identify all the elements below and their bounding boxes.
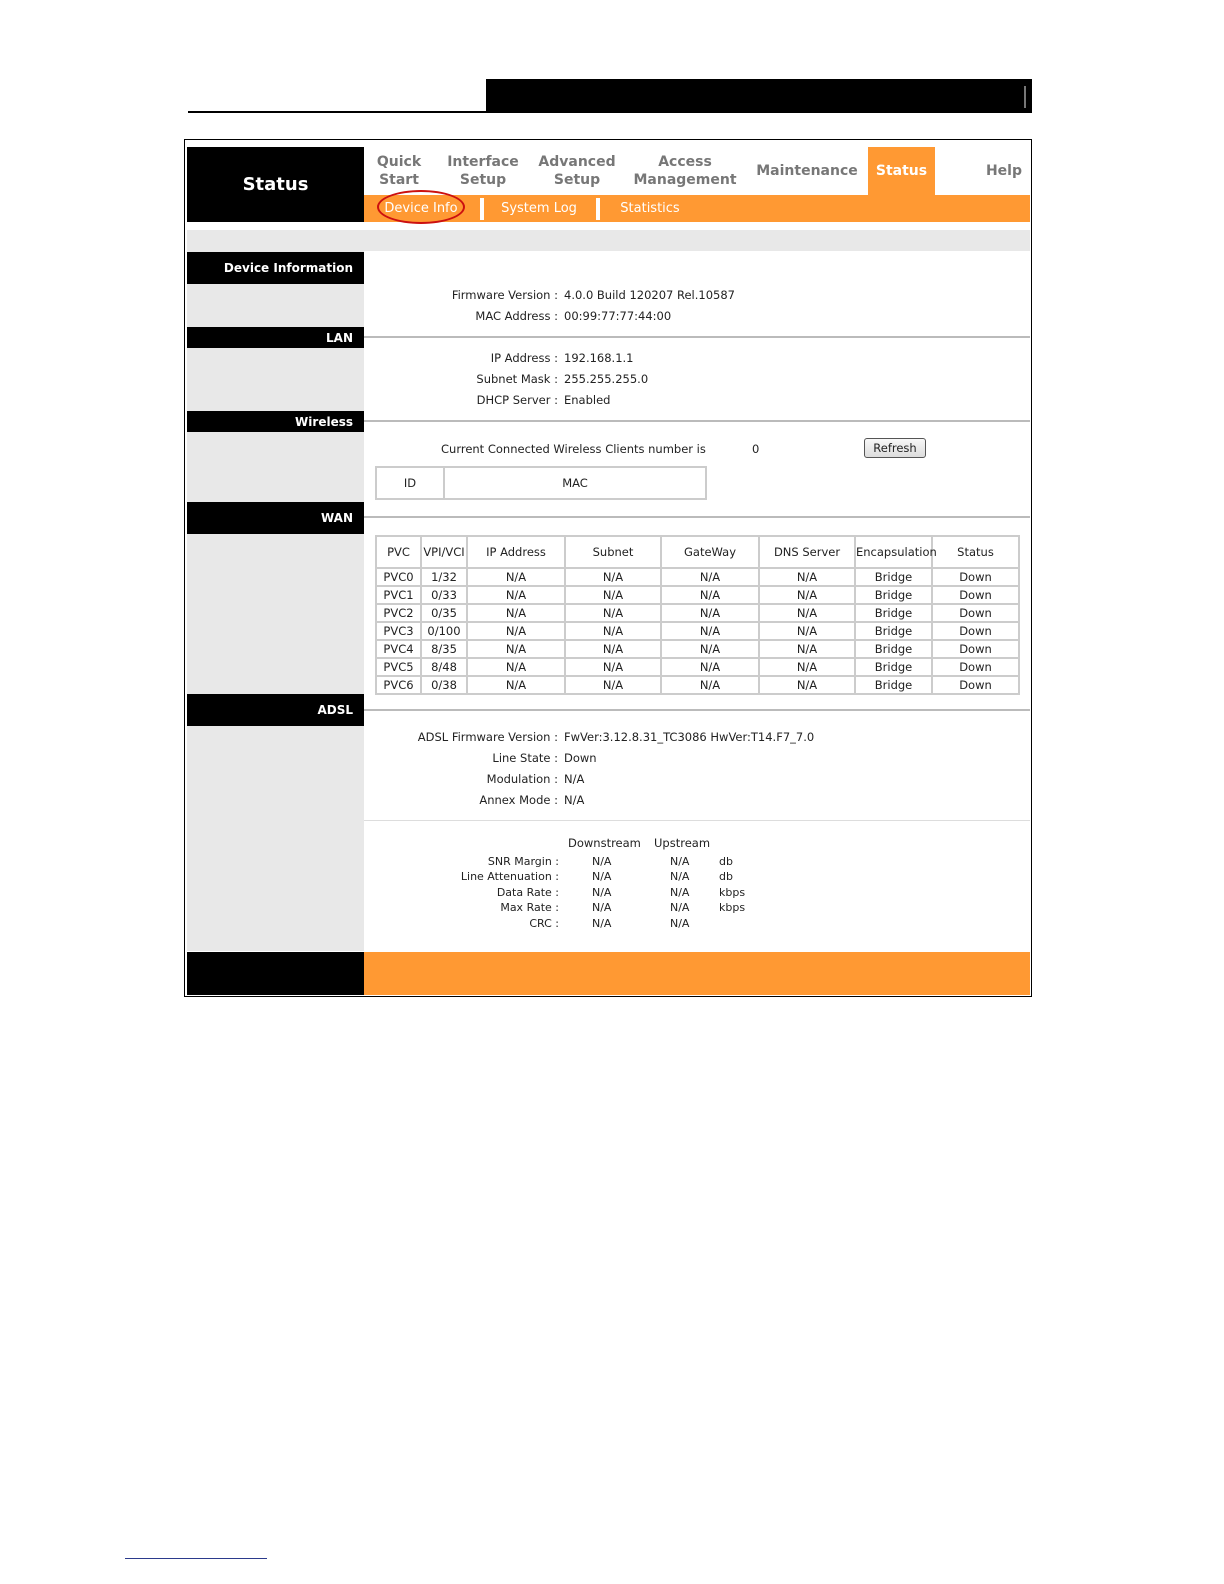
section-heading-device-information: Device Information — [187, 252, 364, 284]
section-divider — [364, 420, 1030, 422]
wan-table-header-row — [376, 536, 1019, 568]
line-attenuation-label: Line Attenuation : — [460, 870, 559, 883]
firmware-version-value: 4.0.0 Build 120207 Rel.10587 — [564, 288, 735, 302]
modulation-label: Modulation : — [486, 772, 558, 786]
table-cell: Down — [932, 568, 1019, 586]
table-row — [376, 676, 1019, 694]
table-cell: Down — [932, 622, 1019, 640]
refresh-button[interactable]: Refresh — [864, 438, 926, 458]
section-divider — [364, 709, 1030, 711]
downstream-column-header: Downstream — [568, 836, 641, 850]
adsl-firmware-label: ADSL Firmware Version : — [417, 730, 558, 744]
table-cell: N/A — [467, 622, 565, 640]
left-label-column — [187, 251, 364, 951]
subnav-separator — [480, 198, 484, 220]
table-row — [376, 604, 1019, 622]
table-cell: PVC2 — [376, 604, 421, 622]
line-state-label: Line State : — [492, 751, 558, 765]
table-cell: N/A — [661, 622, 759, 640]
subnav-device-info[interactable]: Device Info — [384, 201, 458, 216]
adsl-firmware-value: FwVer:3.12.8.31_TC3086 HwVer:T14.F7_7.0 — [564, 730, 815, 744]
nav-label: Help — [985, 163, 1023, 179]
lan-ip-label: IP Address : — [490, 351, 558, 365]
table-cell: N/A — [661, 658, 759, 676]
upstream-column-header: Upstream — [654, 836, 711, 850]
table-cell: N/A — [759, 640, 855, 658]
max-rate-label: Max Rate : — [500, 901, 559, 914]
nav-label-line1: Advanced — [538, 154, 616, 170]
table-cell: Bridge — [855, 604, 932, 622]
snr-margin-down: N/A — [592, 855, 612, 868]
document-footer-rule — [125, 1558, 267, 1559]
table-cell: N/A — [565, 622, 661, 640]
mac-address-value: 00:99:77:77:44:00 — [564, 309, 672, 323]
subnet-mask-label: Subnet Mask : — [476, 372, 558, 386]
table-cell: N/A — [467, 568, 565, 586]
line-attenuation-down: N/A — [592, 870, 612, 883]
footer-bar — [364, 952, 1030, 995]
table-cell: 0/35 — [421, 604, 467, 622]
line-attenuation-unit: db — [719, 870, 733, 883]
wireless-col-id: ID — [403, 476, 417, 490]
annex-mode-label: Annex Mode : — [479, 793, 558, 807]
nav-label-line1: Quick — [376, 154, 422, 170]
wan-col-status: Status — [932, 536, 1019, 568]
table-cell: PVC0 — [376, 568, 421, 586]
table-cell: Down — [932, 640, 1019, 658]
subnet-mask-value: 255.255.255.0 — [564, 372, 649, 386]
table-row — [376, 622, 1019, 640]
table-cell: Down — [932, 658, 1019, 676]
data-rate-unit: kbps — [719, 886, 746, 899]
table-cell: Bridge — [855, 676, 932, 694]
max-rate-down: N/A — [592, 901, 612, 914]
nav-quick-start[interactable] — [368, 147, 430, 195]
table-cell: N/A — [565, 568, 661, 586]
table-cell: N/A — [661, 676, 759, 694]
wan-col-vpi-vci: VPI/VCI — [421, 536, 467, 568]
table-cell: N/A — [661, 604, 759, 622]
table-cell: Down — [932, 676, 1019, 694]
lan-ip-value: 192.168.1.1 — [564, 351, 634, 365]
section-heading-wan: WAN — [187, 502, 364, 534]
modulation-value: N/A — [564, 772, 585, 786]
wireless-col-mac: MAC — [562, 476, 588, 490]
wan-table — [375, 535, 1020, 695]
table-cell: Bridge — [855, 568, 932, 586]
table-cell: N/A — [467, 676, 565, 694]
table-row — [376, 568, 1019, 586]
table-cell: N/A — [467, 604, 565, 622]
subnav-separator — [596, 198, 600, 220]
document-header-rule — [188, 111, 488, 113]
section-heading-wireless: Wireless — [187, 411, 364, 432]
table-cell: 0/100 — [421, 622, 467, 640]
wan-col-dns-server: DNS Server — [759, 536, 855, 568]
table-cell: Down — [932, 604, 1019, 622]
wireless-clients-count: 0 — [752, 442, 760, 456]
wan-col-pvc: PVC — [376, 536, 421, 568]
table-cell: PVC6 — [376, 676, 421, 694]
table-cell: 0/33 — [421, 586, 467, 604]
snr-margin-up: N/A — [670, 855, 690, 868]
table-cell: N/A — [565, 604, 661, 622]
nav-label-line2: Setup — [553, 172, 601, 188]
table-cell: N/A — [467, 640, 565, 658]
document-header-bar-tick — [1024, 86, 1026, 108]
footer-left-block — [187, 952, 364, 995]
section-divider — [364, 516, 1030, 518]
nav-advanced-setup[interactable] — [530, 147, 624, 195]
table-cell: N/A — [661, 568, 759, 586]
wan-col-ip-address: IP Address — [467, 536, 565, 568]
firmware-version-label: Firmware Version : — [451, 288, 558, 302]
table-cell: N/A — [661, 640, 759, 658]
line-attenuation-up: N/A — [670, 870, 690, 883]
nav-maintenance[interactable] — [752, 147, 862, 195]
table-cell: N/A — [661, 586, 759, 604]
document-header-bar — [486, 79, 1032, 113]
table-cell: Bridge — [855, 586, 932, 604]
nav-status[interactable] — [868, 147, 935, 195]
nav-label: Status — [875, 163, 928, 179]
table-cell: N/A — [565, 676, 661, 694]
table-cell: Bridge — [855, 658, 932, 676]
table-cell: PVC4 — [376, 640, 421, 658]
table-cell: N/A — [565, 586, 661, 604]
data-rate-label: Data Rate : — [496, 886, 559, 899]
nav-label-line2: Management — [633, 172, 737, 188]
table-cell: N/A — [759, 676, 855, 694]
mac-address-label: MAC Address : — [475, 309, 558, 323]
nav-access-management[interactable] — [632, 147, 738, 195]
nav-label-line2: Start — [379, 172, 419, 188]
line-state-value: Down — [564, 751, 597, 765]
table-cell: N/A — [467, 586, 565, 604]
wan-col-gateway: GateWay — [661, 536, 759, 568]
table-cell: Bridge — [855, 622, 932, 640]
table-row — [376, 586, 1019, 604]
nav-label-line1: Interface — [447, 154, 519, 170]
subnav-statistics[interactable]: Statistics — [620, 201, 680, 216]
nav-label-line2: Setup — [459, 172, 507, 188]
wan-col-encapsulation: Encapsulation — [855, 536, 932, 568]
table-cell: N/A — [759, 622, 855, 640]
nav-interface-setup[interactable] — [440, 147, 526, 195]
table-cell: N/A — [759, 658, 855, 676]
table-cell: 8/48 — [421, 658, 467, 676]
table-cell: Bridge — [855, 640, 932, 658]
section-divider — [364, 820, 1030, 821]
data-rate-down: N/A — [592, 886, 612, 899]
table-cell: N/A — [565, 640, 661, 658]
max-rate-unit: kbps — [719, 901, 746, 914]
subnav-system-log[interactable]: System Log — [501, 201, 577, 216]
nav-help[interactable] — [972, 147, 1036, 195]
snr-margin-label: SNR Margin : — [487, 855, 559, 868]
section-heading-lan: LAN — [187, 327, 364, 348]
max-rate-up: N/A — [670, 901, 690, 914]
crc-label: CRC : — [529, 917, 559, 930]
table-cell: N/A — [565, 658, 661, 676]
table-cell: PVC5 — [376, 658, 421, 676]
wireless-clients-label: Current Connected Wireless Clients number is — [441, 442, 706, 456]
nav-label: Maintenance — [756, 163, 858, 179]
crc-up: N/A — [670, 917, 690, 930]
table-cell: N/A — [759, 604, 855, 622]
table-cell: 1/32 — [421, 568, 467, 586]
section-heading-adsl: ADSL — [187, 694, 364, 726]
nav-label-line1: Access — [658, 154, 712, 170]
table-cell: 8/35 — [421, 640, 467, 658]
section-divider — [364, 336, 1030, 338]
table-cell: PVC3 — [376, 622, 421, 640]
table-row — [376, 658, 1019, 676]
dhcp-server-label: DHCP Server : — [476, 393, 558, 407]
content-top-strip — [187, 230, 1030, 251]
dhcp-server-value: Enabled — [564, 393, 611, 407]
data-rate-up: N/A — [670, 886, 690, 899]
page-title: Status — [242, 174, 309, 195]
snr-margin-unit: db — [719, 855, 733, 868]
table-cell: N/A — [759, 568, 855, 586]
table-cell: PVC1 — [376, 586, 421, 604]
table-cell: N/A — [759, 586, 855, 604]
highlight-circle — [377, 190, 465, 224]
table-cell: Down — [932, 586, 1019, 604]
crc-down: N/A — [592, 917, 612, 930]
annex-mode-value: N/A — [564, 793, 585, 807]
table-cell: 0/38 — [421, 676, 467, 694]
table-row — [376, 640, 1019, 658]
table-cell: N/A — [467, 658, 565, 676]
wan-col-subnet: Subnet — [565, 536, 661, 568]
